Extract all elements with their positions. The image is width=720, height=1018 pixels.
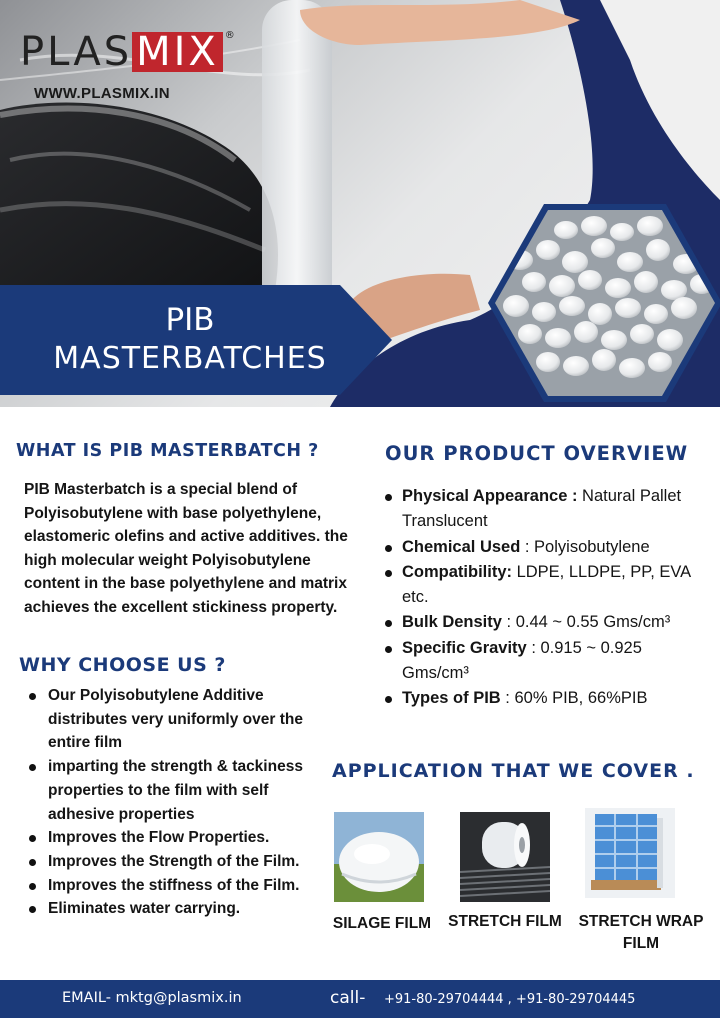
logo-registered-mark: ® — [224, 30, 235, 41]
what-is-heading: WHAT IS PIB MASTERBATCH ? — [16, 441, 319, 461]
footer-bar — [0, 980, 720, 1018]
list-item: Improves the Flow Properties. — [28, 826, 328, 850]
logo-mix-text: MIX — [132, 32, 223, 72]
logo-plas-text: PLAS — [20, 29, 133, 75]
stretch-film-image — [460, 812, 550, 902]
list-item: Bulk Density : 0.44 ~ 0.55 Gms/cm³ — [384, 610, 704, 635]
footer-email[interactable]: EMAIL- mktg@plasmix.in — [62, 990, 242, 1006]
caption-stretch-film: STRETCH FILM — [448, 913, 562, 930]
caption-silage-film: SILAGE FILM — [332, 915, 432, 932]
plasmix-logo — [20, 29, 235, 75]
website-url[interactable]: WWW.PLASMIX.IN — [34, 85, 170, 102]
list-item: Our Polyisobutylene Additive distributes very uniformly over the entire film — [28, 684, 328, 755]
list-item: Chemical Used : Polyisobutylene — [384, 535, 704, 560]
overview-list — [384, 484, 704, 712]
applications-heading: APPLICATION THAT WE COVER . — [332, 760, 695, 782]
stretch-wrap-film-image — [585, 808, 675, 898]
title-line-1: PIB — [165, 302, 215, 338]
silage-film-image — [334, 812, 424, 902]
what-is-text: PIB Masterbatch is a special blend of Polyisobutylene with base polyethylene, elastomeric olefins and active additives. the high molecular weight Polyisobutylene content in the base polyethylene and matrix achieves the excellent stickiness property. — [24, 481, 348, 616]
list-item: Specific Gravity : 0.915 ~ 0.925 Gms/cm³ — [384, 636, 704, 687]
footer-phone-numbers[interactable]: +91-80-29704444 , +91-80-29704445 — [384, 992, 636, 1007]
why-choose-list — [28, 684, 328, 921]
list-item: imparting the strength & tackiness properties to the film with self adhesive properties — [28, 755, 328, 826]
list-item: Eliminates water carrying. — [28, 897, 328, 921]
overview-heading: OUR PRODUCT OVERVIEW — [385, 442, 689, 465]
footer-call-label: call- — [330, 988, 366, 1008]
title-line-2: MASTERBATCHES — [53, 341, 327, 376]
why-choose-heading: WHY CHOOSE US ? — [19, 654, 226, 676]
list-item: Improves the stiffness of the Film. — [28, 874, 328, 898]
caption-stretch-wrap-film: STRETCH WRAP FILM — [578, 913, 704, 952]
list-item: Compatibility: LDPE, LLDPE, PP, EVA etc. — [384, 560, 704, 611]
list-item: Types of PIB : 60% PIB, 66%PIB — [384, 686, 704, 711]
hero-banner — [0, 0, 720, 407]
list-item: Improves the Strength of the Film. — [28, 850, 328, 874]
page-title — [0, 290, 380, 390]
list-item: Physical Appearance : Natural Pallet Translucent — [384, 484, 704, 535]
